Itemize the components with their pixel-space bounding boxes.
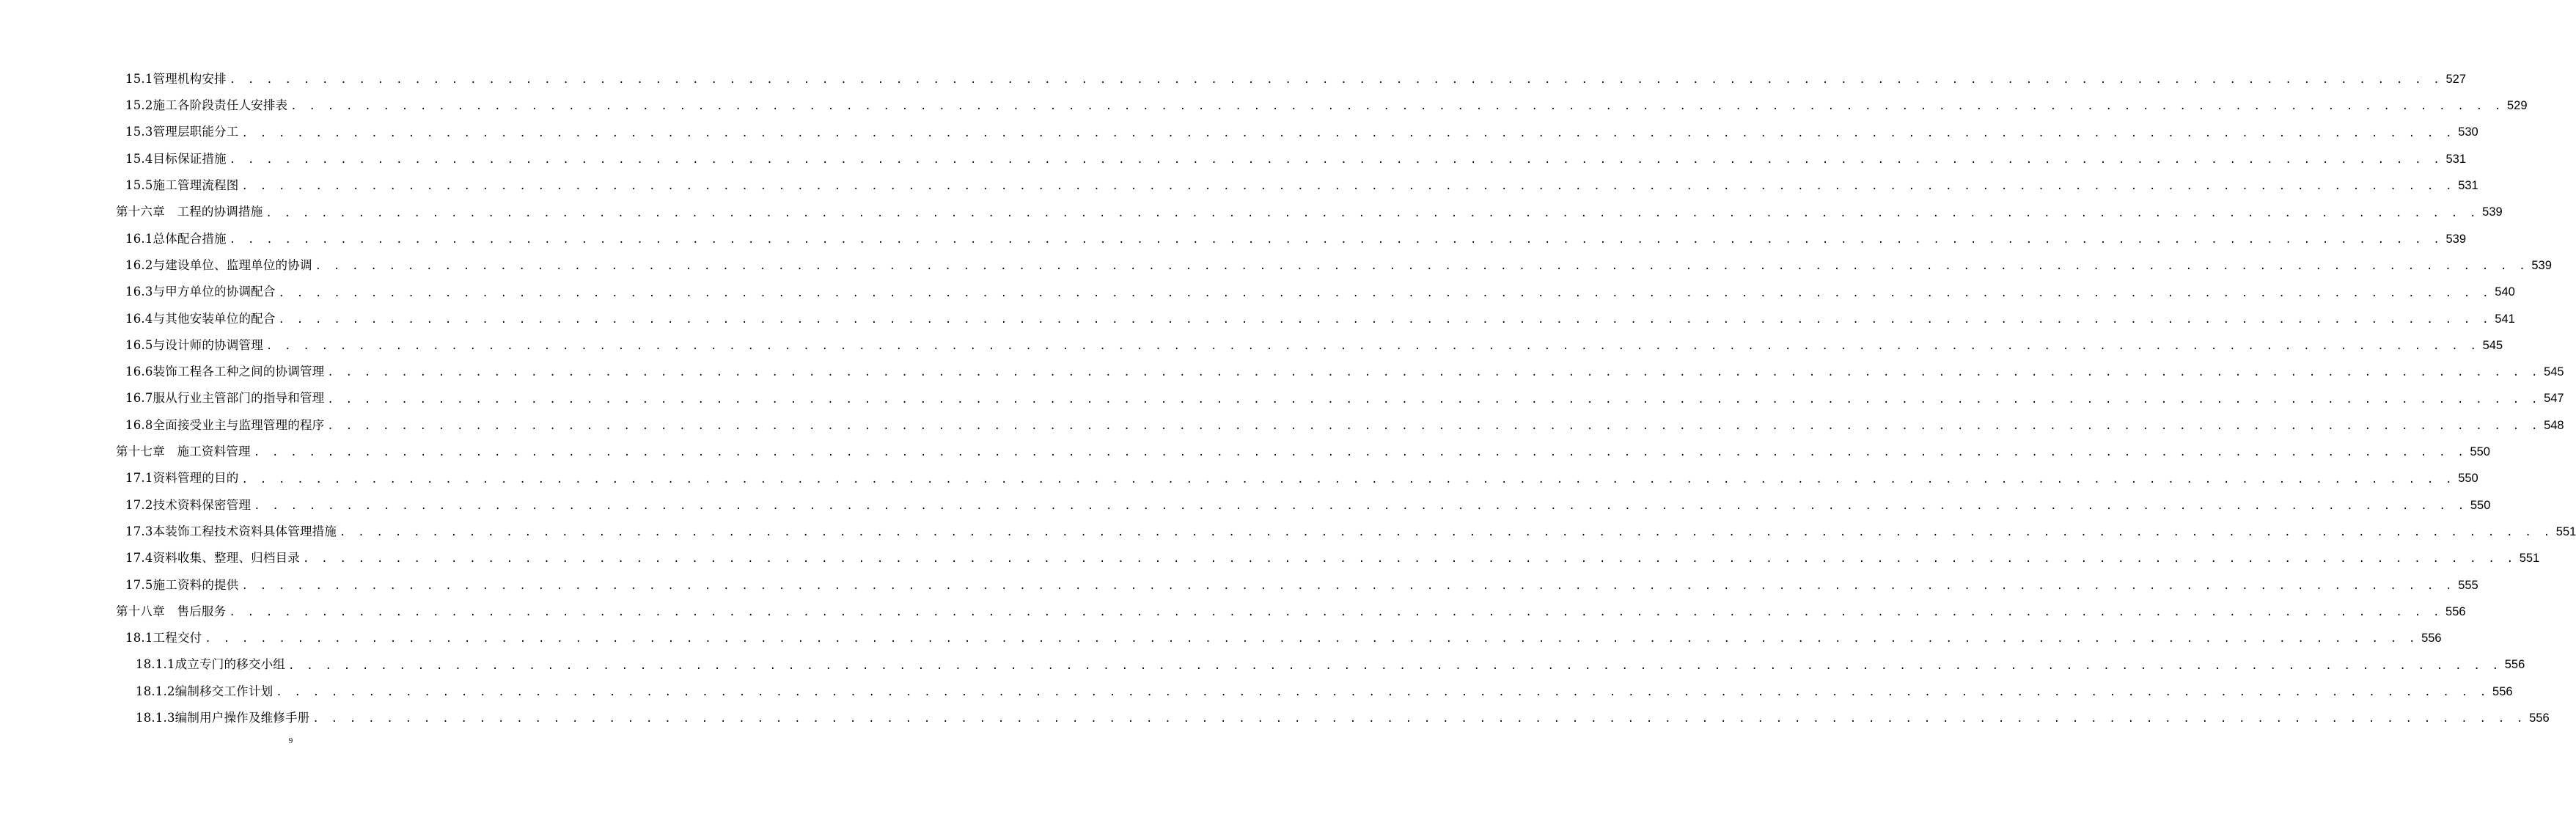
- toc-section-entry[interactable]: [0, 279, 2515, 305]
- toc-dot-leader: . . . . . . . . . . . . . . . . . . . . . . . . . . . . . . . . . . . . . . . . . . . . . . . . . . . . . . . . . . . . . . . . . . . . . . . . . . . . . . . . . . . . . . . . . . . . . . . . . . . . . . . . . . . . . . . . . . . . . . . .: [254, 500, 2467, 512]
- toc-entry-title: 17.5施工资料的提供: [125, 577, 239, 592]
- toc-dot-leader: . . . . . . . . . . . . . . . . . . . . . . . . . . . . . . . . . . . . . . . . . . . . . . . . . . . . . . . . . . . . . . . . . . . . . . . . . . . . . . . . . . . . . . . . . . . . . . . . . . . . . . . . . . . . . . . . . . . . . . . .: [327, 367, 2541, 379]
- toc-entry-title: 16.4与其他安装单位的配合: [125, 311, 276, 326]
- toc-section-entry[interactable]: [0, 412, 2564, 439]
- toc-entry-page: 551: [2555, 524, 2576, 538]
- toc-section-entry[interactable]: [0, 386, 2564, 412]
- toc-section-entry[interactable]: [0, 66, 2467, 92]
- toc-entry-page: 556: [2492, 684, 2513, 698]
- toc-entry-title: 第十六章 工程的协调措施: [116, 205, 263, 219]
- toc-section-entry[interactable]: [0, 572, 2478, 599]
- toc-dot-leader: . . . . . . . . . . . . . . . . . . . . . . . . . . . . . . . . . . . . . . . . . . . . . . . . . . . . . . . . . . . . . . . . . . . . . . . . . . . . . . . . . . . . . . . . . . . . . . . . . . . . . . . . . . . . . . . . . . . . . . . .: [241, 473, 2455, 486]
- toc-section-entry[interactable]: [0, 678, 2513, 705]
- toc-section-entry[interactable]: [0, 705, 2550, 731]
- toc-entry-title: 16.7服从行业主管部门的指导和管理: [125, 391, 325, 406]
- toc-entry-page: 556: [2421, 632, 2442, 645]
- toc-entry-page: 539: [2531, 258, 2552, 272]
- toc-dot-leader: . . . . . . . . . . . . . . . . . . . . . . . . . . . . . . . . . . . . . . . . . . . . . . . . . . . . . . . . . . . . . . . . . . . . . . . . . . . . . . . . . . . . . . . . . . . . . . . . . . . . . . . . . . . . . . . . . . . . . . . .: [229, 607, 2443, 619]
- toc-section-entry[interactable]: [0, 172, 2478, 199]
- toc-entry-page: 540: [2495, 285, 2515, 299]
- toc-entry-page: 545: [2482, 338, 2503, 352]
- toc-dot-leader: . . . . . . . . . . . . . . . . . . . . . . . . . . . . . . . . . . . . . . . . . . . . . . . . . . . . . . . . . . . . . . . . . . . . . . . . . . . . . . . . . . . . . . . . . . . . . . . . . . . . . . . . . . . . . . . . . . . . . . . .: [278, 313, 2492, 326]
- toc-dot-leader: . . . . . . . . . . . . . . . . . . . . . . . . . . . . . . . . . . . . . . . . . . . . . . . . . . . . . . . . . . . . . . . . . . . . . . . . . . . . . . . . . . . . . . . . . . . . . . . . . . . . . . . . . . . . . . . . . . . . . . . .: [312, 713, 2526, 725]
- toc-entry-title: 18.1工程交付: [125, 631, 202, 645]
- page-number: 9: [288, 736, 293, 745]
- toc-section-entry[interactable]: [0, 252, 2552, 279]
- toc-chapter-entry[interactable]: [0, 439, 2490, 465]
- toc-entry-page: 555: [2458, 578, 2478, 592]
- toc-entry-title: 18.1.3编制用户操作及维修手册: [136, 711, 310, 725]
- toc-dot-leader: . . . . . . . . . . . . . . . . . . . . . . . . . . . . . . . . . . . . . . . . . . . . . . . . . . . . . . . . . . . . . . . . . . . . . . . . . . . . . . . . . . . . . . . . . . . . . . . . . . . . . . . . . . . . . . . . . . . . . . . .: [265, 207, 2479, 219]
- toc-entry-title: 15.4目标保证措施: [125, 151, 227, 166]
- toc-entry-title: 17.2技术资料保密管理: [125, 497, 252, 512]
- toc-dot-leader: . . . . . . . . . . . . . . . . . . . . . . . . . . . . . . . . . . . . . . . . . . . . . . . . . . . . . . . . . . . . . . . . . . . . . . . . . . . . . . . . . . . . . . . . . . . . . . . . . . . . . . . . . . . . . . . . . . . . . . . .: [327, 393, 2541, 406]
- toc-entry-page: 556: [2504, 658, 2525, 672]
- toc-entry-title: 17.3本装饰工程技术资料具体管理措施: [125, 524, 337, 538]
- toc-entry-title: 第十八章 售后服务: [116, 604, 227, 618]
- toc-entry-title: 15.5施工管理流程图: [125, 178, 239, 193]
- toc-entry-title: 15.1管理机构安排: [125, 71, 227, 86]
- toc-dot-leader: . . . . . . . . . . . . . . . . . . . . . . . . . . . . . . . . . . . . . . . . . . . . . . . . . . . . . . . . . . . . . . . . . . . . . . . . . . . . . . . . . . . . . . . . . . . . . . . . . . . . . . . . . . . . . . . . . . . . . . . .: [241, 180, 2455, 193]
- toc-dot-leader: . . . . . . . . . . . . . . . . . . . . . . . . . . . . . . . . . . . . . . . . . . . . . . . . . . . . . . . . . . . . . . . . . . . . . . . . . . . . . . . . . . . . . . . . . . . . . . . . . . . . . . . . . . . . . . . . . . . . . . . .: [229, 154, 2443, 167]
- toc-chapter-entry[interactable]: [0, 599, 2466, 625]
- toc-dot-leader: . . . . . . . . . . . . . . . . . . . . . . . . . . . . . . . . . . . . . . . . . . . . . . . . . . . . . . . . . . . . . . . . . . . . . . . . . . . . . . . . . . . . . . . . . . . . . . . . . . . . . . . . . . . . . . . . . . . . . . . .: [229, 233, 2443, 246]
- toc-section-entry[interactable]: [0, 545, 2540, 571]
- toc-entry-page: 530: [2458, 125, 2478, 139]
- toc-entry-page: 548: [2544, 418, 2564, 432]
- toc-entry-title: 16.6装饰工程各工种之间的协调管理: [125, 365, 325, 379]
- toc-dot-leader: . . . . . . . . . . . . . . . . . . . . . . . . . . . . . . . . . . . . . . . . . . . . . . . . . . . . . . . . . . . . . . . . . . . . . . . . . . . . . . . . . . . . . . . . . . . . . . . . . . . . . . . . . . . . . . . . . . . . . . . .: [205, 633, 2418, 645]
- toc-section-entry[interactable]: [0, 120, 2478, 146]
- toc-section-entry[interactable]: [0, 359, 2564, 385]
- toc-dot-leader: . . . . . . . . . . . . . . . . . . . . . . . . . . . . . . . . . . . . . . . . . . . . . . . . . . . . . . . . . . . . . . . . . . . . . . . . . . . . . . . . . . . . . . . . . . . . . . . . . . . . . . . . . . . . . . . . . . . . . . . .: [327, 420, 2541, 432]
- toc-entry-page: 545: [2544, 365, 2564, 379]
- toc-entry-page: 547: [2544, 392, 2564, 406]
- toc-dot-leader: . . . . . . . . . . . . . . . . . . . . . . . . . . . . . . . . . . . . . . . . . . . . . . . . . . . . . . . . . . . . . . . . . . . . . . . . . . . . . . . . . . . . . . . . . . . . . . . . . . . . . . . . . . . . . . . . . . . . . . . .: [287, 659, 2502, 672]
- toc-entry-page: 529: [2506, 99, 2528, 113]
- toc-entry-page: 556: [2445, 604, 2466, 618]
- toc-dot-leader: . . . . . . . . . . . . . . . . . . . . . . . . . . . . . . . . . . . . . . . . . . . . . . . . . . . . . . . . . . . . . . . . . . . . . . . . . . . . . . . . . . . . . . . . . . . . . . . . . . . . . . . . . . . . . . . . . . . . . . . .: [315, 260, 2528, 273]
- toc-entry-page: 550: [2458, 472, 2478, 486]
- toc-entry-page: 556: [2529, 712, 2550, 725]
- toc-dot-leader: . . . . . . . . . . . . . . . . . . . . . . . . . . . . . . . . . . . . . . . . . . . . . . . . . . . . . . . . . . . . . . . . . . . . . . . . . . . . . . . . . . . . . . . . . . . . . . . . . . . . . . . . . . . . . . . . . . . . . . . .: [253, 447, 2467, 459]
- toc-entry-title: 15.2施工各阶段责任人安排表: [125, 98, 288, 113]
- toc-entry-title: 16.1总体配合措施: [125, 231, 227, 246]
- toc-entry-page: 539: [2445, 232, 2467, 246]
- toc-entry-page: 550: [2470, 445, 2490, 459]
- toc-entry-page: 531: [2458, 179, 2478, 193]
- toc-entry-page: 550: [2470, 498, 2491, 512]
- toc-chapter-entry[interactable]: [0, 199, 2503, 225]
- toc-entry-title: 16.2与建设单位、监理单位的协调: [125, 257, 312, 272]
- toc-dot-leader: . . . . . . . . . . . . . . . . . . . . . . . . . . . . . . . . . . . . . . . . . . . . . . . . . . . . . . . . . . . . . . . . . . . . . . . . . . . . . . . . . . . . . . . . . . . . . . . . . . . . . . . . . . . . . . . . . . . . . . . .: [340, 527, 2553, 539]
- toc-section-entry[interactable]: [0, 492, 2491, 519]
- toc-section-entry[interactable]: [0, 625, 2442, 651]
- toc-entry-title: 18.1.1成立专门的移交小组: [136, 657, 285, 672]
- toc-dot-leader: . . . . . . . . . . . . . . . . . . . . . . . . . . . . . . . . . . . . . . . . . . . . . . . . . . . . . . . . . . . . . . . . . . . . . . . . . . . . . . . . . . . . . . . . . . . . . . . . . . . . . . . . . . . . . . . . . . . . . . . .: [290, 100, 2504, 113]
- toc-section-entry[interactable]: [0, 146, 2467, 172]
- toc-entry-title: 15.3管理层职能分工: [125, 125, 239, 139]
- toc-entry-title: 17.4资料收集、整理、归档目录: [125, 551, 300, 566]
- toc-dot-leader: . . . . . . . . . . . . . . . . . . . . . . . . . . . . . . . . . . . . . . . . . . . . . . . . . . . . . . . . . . . . . . . . . . . . . . . . . . . . . . . . . . . . . . . . . . . . . . . . . . . . . . . . . . . . . . . . . . . . . . . .: [265, 340, 2480, 353]
- toc-entry-title: 第十七章 施工资料管理: [116, 445, 251, 459]
- toc-entry-title: 18.1.2编制移交工作计划: [136, 684, 274, 698]
- toc-entry-page: 551: [2519, 552, 2540, 566]
- toc-dot-leader: . . . . . . . . . . . . . . . . . . . . . . . . . . . . . . . . . . . . . . . . . . . . . . . . . . . . . . . . . . . . . . . . . . . . . . . . . . . . . . . . . . . . . . . . . . . . . . . . . . . . . . . . . . . . . . . . . . . . . . . .: [278, 287, 2492, 299]
- toc-section-entry[interactable]: [0, 306, 2515, 332]
- table-of-contents: [0, 66, 2576, 731]
- toc-section-entry[interactable]: [0, 652, 2525, 678]
- toc-section-entry[interactable]: [0, 519, 2576, 545]
- toc-entry-page: 531: [2445, 152, 2467, 166]
- toc-entry-title: 17.1资料管理的目的: [125, 471, 239, 486]
- toc-entry-title: 16.3与甲方单位的协调配合: [125, 285, 276, 299]
- toc-entry-page: 541: [2495, 312, 2515, 326]
- toc-dot-leader: . . . . . . . . . . . . . . . . . . . . . . . . . . . . . . . . . . . . . . . . . . . . . . . . . . . . . . . . . . . . . . . . . . . . . . . . . . . . . . . . . . . . . . . . . . . . . . . . . . . . . . . . . . . . . . . . . . . . . . . .: [229, 74, 2443, 87]
- toc-section-entry[interactable]: [0, 92, 2528, 119]
- toc-section-entry[interactable]: [0, 465, 2478, 491]
- toc-entry-page: 527: [2445, 72, 2467, 86]
- toc-dot-leader: . . . . . . . . . . . . . . . . . . . . . . . . . . . . . . . . . . . . . . . . . . . . . . . . . . . . . . . . . . . . . . . . . . . . . . . . . . . . . . . . . . . . . . . . . . . . . . . . . . . . . . . . . . . . . . . . . . . . . . . .: [302, 553, 2517, 566]
- toc-entry-title: 16.8全面接受业主与监理管理的程序: [125, 417, 325, 432]
- toc-section-entry[interactable]: [0, 226, 2467, 252]
- toc-section-entry[interactable]: [0, 332, 2503, 359]
- toc-entry-title: 16.5与设计师的协调管理: [125, 337, 263, 352]
- toc-dot-leader: . . . . . . . . . . . . . . . . . . . . . . . . . . . . . . . . . . . . . . . . . . . . . . . . . . . . . . . . . . . . . . . . . . . . . . . . . . . . . . . . . . . . . . . . . . . . . . . . . . . . . . . . . . . . . . . . . . . . . . . .: [241, 127, 2455, 139]
- toc-dot-leader: . . . . . . . . . . . . . . . . . . . . . . . . . . . . . . . . . . . . . . . . . . . . . . . . . . . . . . . . . . . . . . . . . . . . . . . . . . . . . . . . . . . . . . . . . . . . . . . . . . . . . . . . . . . . . . . . . . . . . . . .: [241, 579, 2455, 592]
- toc-dot-leader: . . . . . . . . . . . . . . . . . . . . . . . . . . . . . . . . . . . . . . . . . . . . . . . . . . . . . . . . . . . . . . . . . . . . . . . . . . . . . . . . . . . . . . . . . . . . . . . . . . . . . . . . . . . . . . . . . . . . . . . .: [276, 686, 2489, 698]
- toc-entry-page: 539: [2482, 205, 2503, 219]
